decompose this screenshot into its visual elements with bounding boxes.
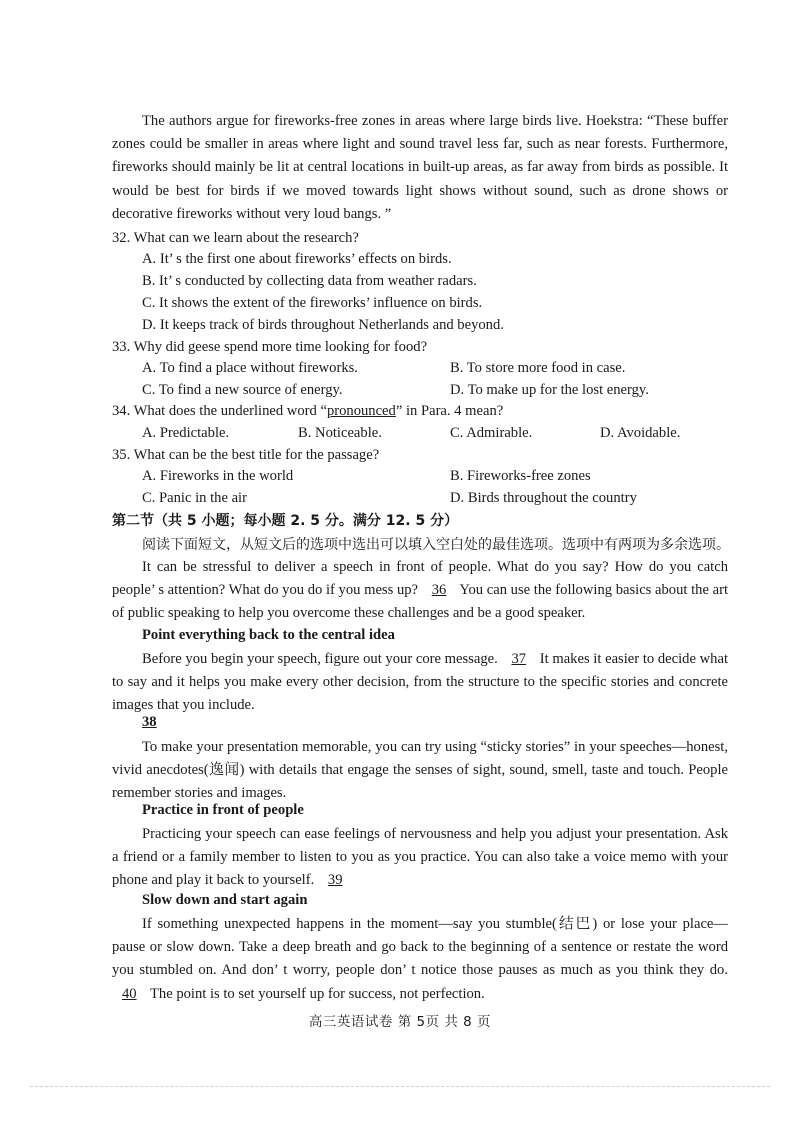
question-34-option-c[interactable]: C. Admirable. xyxy=(450,425,533,441)
underlined-word: pronounced xyxy=(326,403,396,419)
blank-40[interactable]: 40 xyxy=(122,985,137,1002)
intro-paragraph xyxy=(112,556,728,626)
blank-37[interactable]: 37 xyxy=(511,651,527,667)
question-33-option-a[interactable]: A. To find a place without fireworks. xyxy=(142,360,358,376)
question-32-option-b[interactable]: B. It’ s conducted by collecting data from weather radars. xyxy=(142,273,477,289)
paragraph-sticky-stories: To make your presentation memorable, you can try using “sticky stories” in your speeches—honest, vivid anecdotes(逸闻) with details that engage the senses of sight, sound, smell, taste and touch. People remember stories and images. xyxy=(112,739,728,802)
question-35-option-b[interactable]: B. Fireworks-free zones xyxy=(450,468,591,484)
blank-38-number: 38 xyxy=(142,714,157,730)
question-34-stem-start: 34. What does the underlined word “ xyxy=(112,403,327,419)
heading-slow-down: Slow down and start again xyxy=(142,892,308,908)
slow-down-text-start: If something unexpected happens in the moment—say you stumble(结巴) or lose your place—pause or slow down. Take a deep breath and go back to the beginning of a sentence or restate the word you stumbled on. And don’ t worry, people don’ t notice those pauses as much as you think they do. xyxy=(112,916,728,979)
question-34-option-d[interactable]: D. Avoidable. xyxy=(600,425,681,441)
question-34-stem-end: ” in Para. 4 mean? xyxy=(395,403,504,419)
paragraph-practice xyxy=(112,823,728,893)
blank-38[interactable] xyxy=(142,714,157,731)
question-34-stem xyxy=(112,400,732,422)
section-2-instructions: 阅读下面短文，从短文后的选项中选出可以填入空白处的最佳选项。选项中有两项为多余选项。 xyxy=(142,537,730,553)
question-32-stem: 32. What can we learn about the research? xyxy=(112,230,359,246)
paragraph-slow-down xyxy=(112,913,728,1006)
blank-39[interactable]: 39 xyxy=(327,872,343,889)
question-33-stem: 33. Why did geese spend more time looking for food? xyxy=(112,339,428,355)
question-34-option-b[interactable]: B. Noticeable. xyxy=(298,425,382,441)
page-footer: 高三英语试卷 第 5页 共 8 页 xyxy=(308,1014,492,1030)
question-34-option-a[interactable]: A. Predictable. xyxy=(142,425,230,441)
section-2-title: 第二节（共 5 小题；每小题 2. 5 分。满分 12. 5 分） xyxy=(112,513,459,529)
blank-36[interactable]: 36 xyxy=(431,582,447,599)
question-32-option-a[interactable]: A. It’ s the first one about fireworks’ effects on birds. xyxy=(142,251,452,267)
practice-text: Practicing your speech can ease feelings of nervousness and help you adjust your presentation. Ask a friend or a family member to listen to you as you practice. You can also take a voice memo with your phone and play it back to yourself. xyxy=(112,826,728,889)
question-35-option-a[interactable]: A. Fireworks in the world xyxy=(142,468,294,484)
core-message-text-end: It makes it easier to decide what to say and it helps you make every other decision, from the structure to the specific stories and concrete images that you include. xyxy=(112,651,728,714)
slow-down-text-end: The point is to set yourself up for success, not perfection. xyxy=(146,985,485,1002)
question-35-option-d[interactable]: D. Birds throughout the country xyxy=(450,490,637,506)
scan-edge-line xyxy=(30,1086,770,1087)
core-message-text-start: Before you begin your speech, figure out your core message. xyxy=(142,651,502,667)
heading-practice: Practice in front of people xyxy=(142,802,304,818)
intro-text-start: It can be stressful to deliver a speech in front of people. What do you say? How do you catch people’ s attention? What do you do if you mess up? xyxy=(112,559,728,599)
passage-final-paragraph: The authors argue for fireworks-free zones in areas where large birds live. Hoekstra: “These buffer zones could be smaller in areas where light and sound travel less far, such as near forests. Furthermore, fireworks should mainly be lit at central locations in built-up areas, as far away from birds as possible. It would be best for birds if we moved towards light shows without sound, such as drone shows or decorative fireworks without very loud bangs. ” xyxy=(112,113,728,222)
question-35-option-c[interactable]: C. Panic in the air xyxy=(142,490,247,506)
question-33-option-b[interactable]: B. To store more food in case. xyxy=(450,360,626,376)
question-33-option-c[interactable]: C. To find a new source of energy. xyxy=(142,382,343,398)
question-32-option-c[interactable]: C. It shows the extent of the fireworks’ influence on birds. xyxy=(142,295,483,311)
paragraph-core-message xyxy=(112,648,728,718)
question-32-option-d[interactable]: D. It keeps track of birds throughout Netherlands and beyond. xyxy=(142,317,504,333)
question-33-option-d[interactable]: D. To make up for the lost energy. xyxy=(450,382,649,398)
question-35-stem: 35. What can be the best title for the passage? xyxy=(112,447,380,463)
intro-text-end: You can use the following basics about the art of public speaking to help you overcome these challenges and be a good speaker. xyxy=(112,582,729,622)
heading-central-idea: Point everything back to the central idea xyxy=(142,627,395,643)
